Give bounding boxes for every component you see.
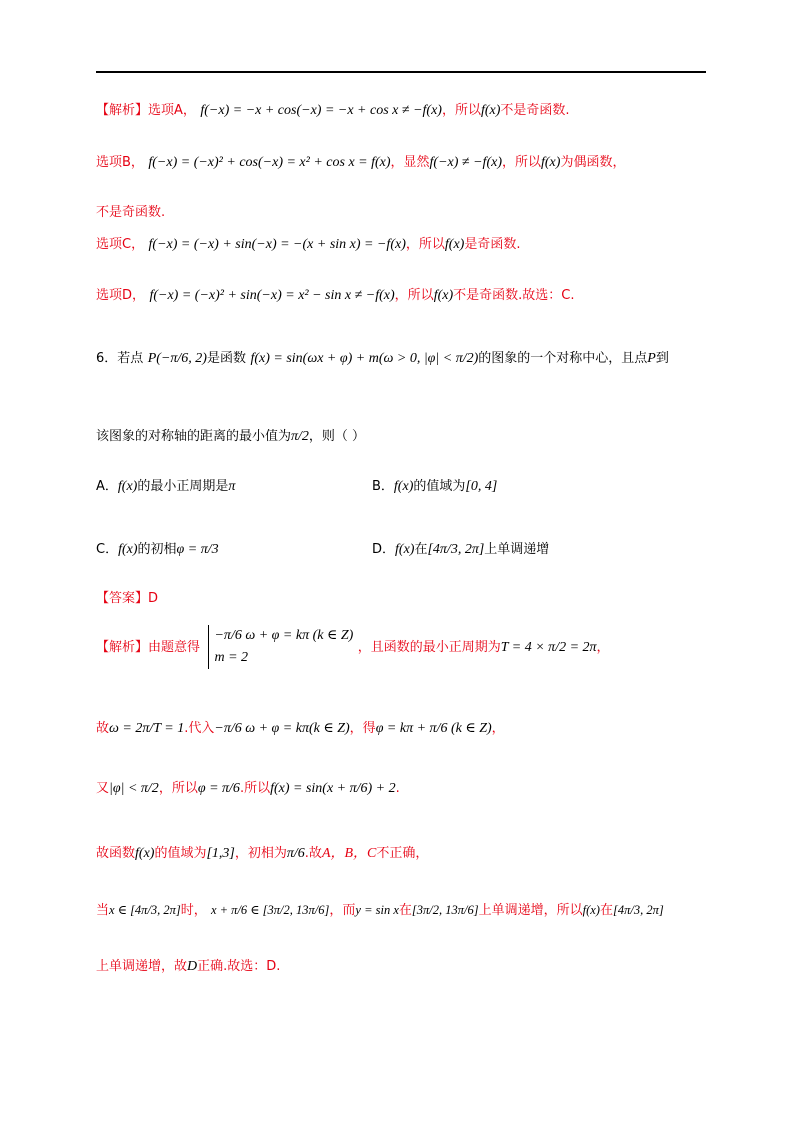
answer-value: D: [148, 591, 159, 606]
analysis-label: 【解析】: [96, 103, 149, 118]
answer-label: 【答案】: [96, 591, 149, 606]
solution-line-2: 故ω = 2π/T = 1.代入−π/6 ω + φ = kπ(k ∈ Z)，得φ = kπ + π/6 (k ∈ Z)，: [96, 721, 505, 736]
analysis-option-b-cont: 不是奇函数.: [96, 205, 166, 220]
option-d: D．f(x)在[4π/3, 2π]上单调递增: [372, 542, 550, 557]
analysis-option-c: 选项C， f(−x) = (−x) + sin(−x) = −(x + sin x) = −f(x)，所以f(x)是奇函数.: [96, 237, 521, 252]
solution-line-3: 又|φ| < π/2，所以φ = π/6.所以f(x) = sin(x + π/6) + 2.: [96, 781, 400, 796]
question-6-cont: 该图象的对称轴的距离的最小值为π/2，则（ ）: [96, 429, 366, 444]
analysis-option-b: 选项B， f(−x) = (−x)² + cos(−x) = x² + cos x = f(x)，显然f(−x) ≠ −f(x)，所以f(x)为偶函数，: [96, 155, 626, 170]
solution-line-4: 故函数f(x)的值域为[1,3]，初相为π/6.故A，B，C不正确，: [96, 846, 429, 861]
equation-system: −π/6 ω + φ = kπ (k ∈ Z) m = 2: [208, 625, 353, 669]
option-a: A．f(x)的最小正周期是π: [96, 479, 236, 494]
solution-line-6: 上单调递增，故D正确.故选：D.: [96, 959, 281, 974]
solution-line-1: 【解析】由题意得 −π/6 ω + φ = kπ (k ∈ Z) m = 2 ，且函数的最小正周期为T = 4 × π/2 = 2π，: [96, 625, 708, 669]
option-c: C．f(x)的初相φ = π/3: [96, 542, 219, 557]
solution-line-5: 当x ∈ [4π/3, 2π]时， x + π/6 ∈ [3π/2, 13π/6]，而y = sin x在[3π/2, 13π/6]上单调递增，所以f(x)在[4π/3, 2π]: [96, 903, 664, 918]
header-rule: [96, 71, 706, 73]
answer-line: [96, 588, 708, 609]
question-6: 6．若点 P(−π/6, 2)是函数 f(x) = sin(ωx + φ) + m(ω > 0, |φ| < π/2)的图象的一个对称中心，且点P到: [96, 351, 669, 366]
option-b: B．f(x)的值域为[0, 4]: [372, 479, 498, 494]
analysis-option-a: 【解析】选项A， f(−x) = −x + cos(−x) = −x + cos x ≠ −f(x)，所以f(x)不是奇函数.: [96, 103, 570, 118]
analysis-option-d: 选项D， f(−x) = (−x)² + sin(−x) = x² − sin x ≠ −f(x)，所以f(x)不是奇函数.故选：C.: [96, 288, 575, 303]
